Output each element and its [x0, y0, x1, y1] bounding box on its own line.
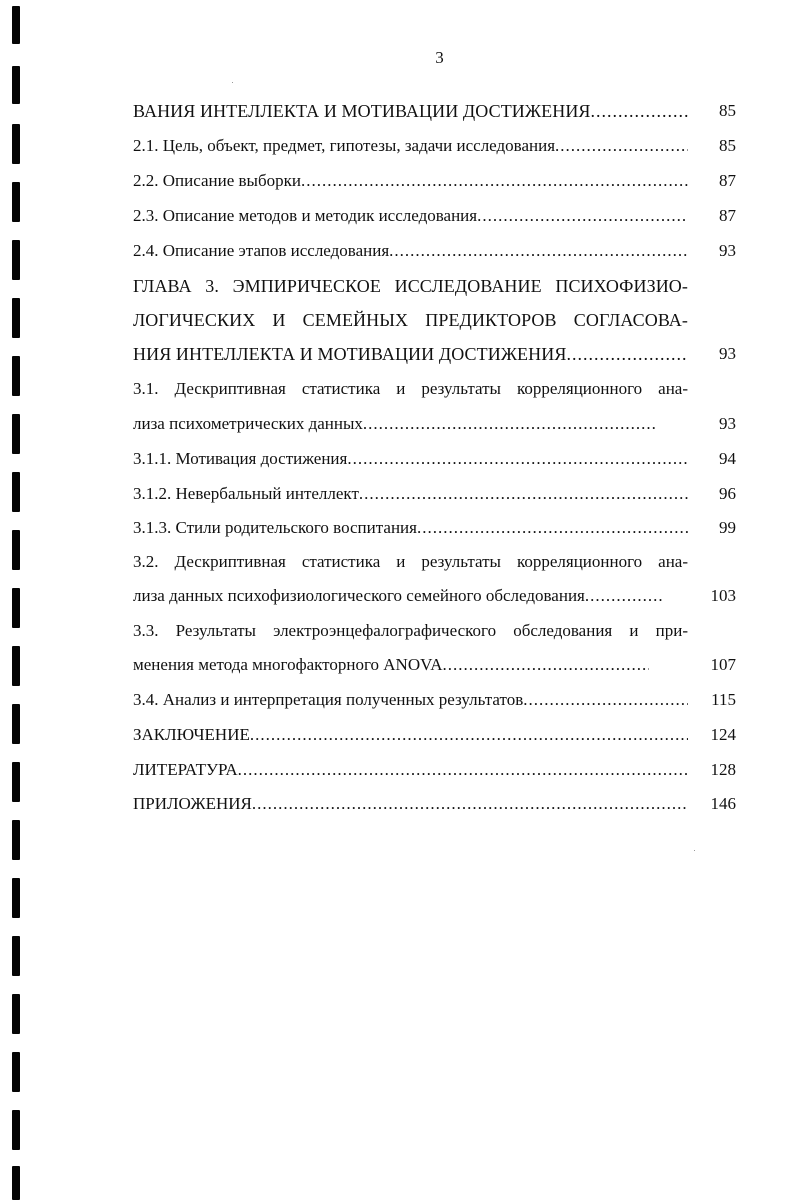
toc-entry-text: 2.3. Описание методов и методик исследования ..... — [133, 205, 688, 227]
toc-entry-page: 103 — [710, 586, 736, 605]
toc-entry-page: 85 — [719, 101, 736, 120]
scan-speck — [694, 850, 695, 851]
toc-entry-text: ЗАКЛЮЧЕНИЕ ..... — [133, 724, 688, 746]
toc-entry-page: 99 — [719, 518, 736, 537]
toc-entry-page: 124 — [710, 725, 736, 744]
toc-entry-page: 94 — [719, 449, 736, 468]
toc-chapter-heading-line: ГЛАВА 3. ЭМПИРИЧЕСКОЕ ИССЛЕДОВАНИЕ ПСИХОФИЗИО- — [133, 276, 688, 296]
toc-entry-text: 3.3. Результаты электроэнцефалографического обследования и при- — [133, 621, 688, 640]
toc-entry-page: 85 — [719, 136, 736, 155]
toc-entry-text: 3.4. Анализ и интерпретация полученных результатов ..... — [133, 689, 688, 711]
page-number: 3 — [435, 48, 444, 67]
toc-entry-page: 107 — [710, 655, 736, 674]
toc-entry-text: 3.1. Дескриптивная статистика и результаты корреляционного ана- — [133, 379, 688, 398]
toc-entry-text: 3.2. Дескриптивная статистика и результаты корреляционного ана- — [133, 552, 688, 571]
toc-entry-text: 2.1. Цель, объект, предмет, гипотезы, задачи исследования ..... — [133, 135, 688, 157]
toc-entry-page: 146 — [710, 794, 736, 813]
toc-entry-text: лиза данных психофизиологического семейного обследования ..... — [133, 585, 663, 607]
toc-entry-text: 3.1.3. Стили родительского воспитания ..... — [133, 517, 688, 539]
toc-chapter-heading-line: ЛОГИЧЕСКИХ И СЕМЕЙНЫХ ПРЕДИКТОРОВ СОГЛАСОВА- — [133, 310, 688, 330]
toc-entry-text: ВАНИЯ ИНТЕЛЛЕКТА И МОТИВАЦИИ ДОСТИЖЕНИЯ ..... — [133, 100, 688, 122]
toc-entry-text: 2.4. Описание этапов исследования ..... — [133, 240, 688, 262]
toc-entry-text: ЛИТЕРАТУРА ..... — [133, 759, 688, 781]
toc-entry-text: лиза психометрических данных ..... — [133, 413, 658, 435]
toc-entry-page: 93 — [719, 414, 736, 433]
scan-speck — [232, 82, 233, 83]
toc-entry-text: 3.1.1. Мотивация достижения ..... — [133, 448, 688, 470]
toc-entry-page: 96 — [719, 484, 736, 503]
toc-entry-page: 87 — [719, 171, 736, 190]
toc-entry-page: 93 — [719, 344, 736, 363]
toc-entry-text: ПРИЛОЖЕНИЯ ..... — [133, 793, 688, 815]
toc-entry-page: 93 — [719, 241, 736, 260]
toc-entry-text: 3.1.2. Невербальный интеллект ..... — [133, 483, 688, 505]
toc-entry-page: 87 — [719, 206, 736, 225]
toc-chapter-heading-line: НИЯ ИНТЕЛЛЕКТА И МОТИВАЦИИ ДОСТИЖЕНИЯ ..... — [133, 343, 688, 365]
toc-entry-page: 115 — [711, 690, 736, 709]
toc-entry-text: 2.2. Описание выборки ..... — [133, 170, 688, 192]
toc-entry-page: 128 — [710, 760, 736, 779]
toc-entry-text: менения метода многофакторного ANOVA ..... — [133, 654, 649, 676]
